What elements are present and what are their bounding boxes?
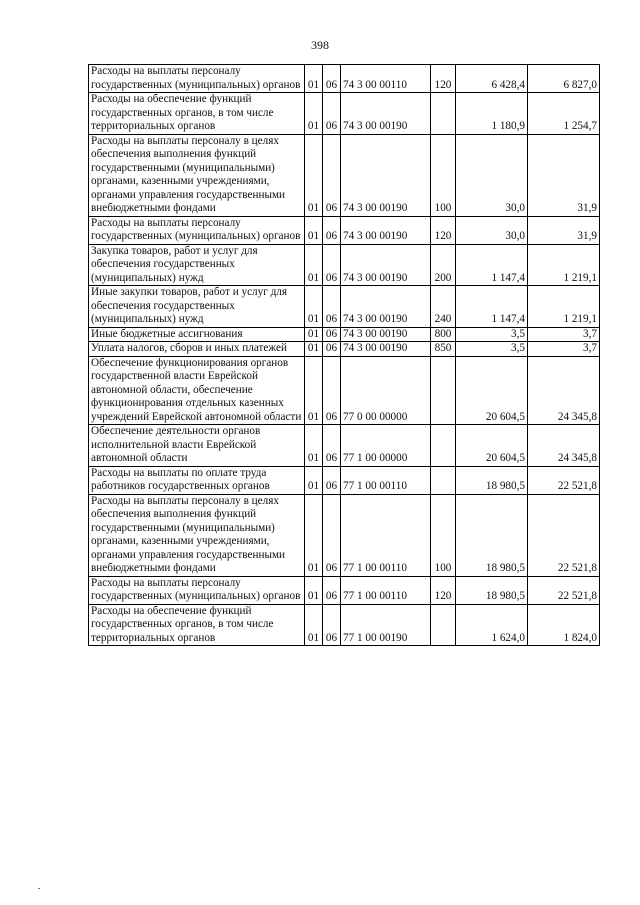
table-row	[89, 356, 600, 425]
row-description: Иные бюджетные ассигнования	[89, 327, 305, 342]
amount-year-2: 1 254,7	[528, 93, 600, 135]
table-row	[89, 216, 600, 244]
section-code: 06	[323, 134, 341, 216]
row-description: Обеспечение функционирования органов государственной власти Еврейской автономной области, обеспечение функционирования отдельных казенных учреждений Еврейской автономной области	[89, 356, 305, 425]
ministry-code: 01	[305, 244, 323, 286]
row-description: Расходы на выплаты персоналу в целях обеспечения выполнения функций государственными (муниципальными) органами, казенными учреждениями, органами управления государственными внебюджетными фондами	[89, 494, 305, 576]
amount-year-2: 1 219,1	[528, 244, 600, 286]
section-code: 06	[323, 65, 341, 93]
amount-year-2: 3,7	[528, 342, 600, 357]
section-code: 06	[323, 216, 341, 244]
amount-year-2: 22 521,8	[528, 494, 600, 576]
amount-year-2: 1 219,1	[528, 286, 600, 328]
ministry-code: 01	[305, 286, 323, 328]
table-row	[89, 425, 600, 467]
amount-year-2: 6 827,0	[528, 65, 600, 93]
section-code: 06	[323, 494, 341, 576]
amount-year-1: 30,0	[456, 216, 528, 244]
amount-year-1: 1 624,0	[456, 604, 528, 646]
ministry-code: 01	[305, 604, 323, 646]
ministry-code: 01	[305, 93, 323, 135]
table-row	[89, 286, 600, 328]
program-code: 77 1 00 00110	[341, 576, 431, 604]
amount-year-1: 6 428,4	[456, 65, 528, 93]
amount-year-1: 18 980,5	[456, 576, 528, 604]
expense-type-code	[431, 425, 456, 467]
section-code: 06	[323, 576, 341, 604]
budget-table-body	[89, 65, 600, 646]
amount-year-1: 3,5	[456, 327, 528, 342]
table-row	[89, 342, 600, 357]
table-row	[89, 604, 600, 646]
expense-type-code: 200	[431, 244, 456, 286]
amount-year-1: 20 604,5	[456, 356, 528, 425]
amount-year-1: 18 980,5	[456, 466, 528, 494]
amount-year-2: 3,7	[528, 327, 600, 342]
section-code: 06	[323, 286, 341, 328]
section-code: 06	[323, 604, 341, 646]
expense-type-code: 120	[431, 65, 456, 93]
program-code: 77 1 00 00190	[341, 604, 431, 646]
section-code: 06	[323, 466, 341, 494]
table-row	[89, 93, 600, 135]
row-description: Закупка товаров, работ и услуг для обеспечения государственных (муниципальных) нужд	[89, 244, 305, 286]
expense-type-code	[431, 466, 456, 494]
amount-year-1: 3,5	[456, 342, 528, 357]
section-code: 06	[323, 244, 341, 286]
section-code: 06	[323, 356, 341, 425]
amount-year-2: 31,9	[528, 216, 600, 244]
section-code: 06	[323, 342, 341, 357]
amount-year-1: 20 604,5	[456, 425, 528, 467]
expense-type-code: 850	[431, 342, 456, 357]
amount-year-2: 22 521,8	[528, 576, 600, 604]
table-row	[89, 327, 600, 342]
row-description: Расходы на выплаты персоналу государственных (муниципальных) органов	[89, 216, 305, 244]
table-row	[89, 244, 600, 286]
amount-year-1: 1 147,4	[456, 244, 528, 286]
ministry-code: 01	[305, 466, 323, 494]
scan-artifact	[38, 888, 40, 889]
program-code: 74 3 00 00190	[341, 216, 431, 244]
section-code: 06	[323, 93, 341, 135]
budget-table	[88, 64, 600, 646]
program-code: 77 1 00 00110	[341, 494, 431, 576]
section-code: 06	[323, 327, 341, 342]
amount-year-2: 24 345,8	[528, 356, 600, 425]
program-code: 74 3 00 00190	[341, 93, 431, 135]
program-code: 77 0 00 00000	[341, 356, 431, 425]
expense-type-code: 120	[431, 576, 456, 604]
row-description: Иные закупки товаров, работ и услуг для обеспечения государственных (муниципальных) нужд	[89, 286, 305, 328]
expense-type-code: 120	[431, 216, 456, 244]
expense-type-code: 100	[431, 494, 456, 576]
amount-year-1: 18 980,5	[456, 494, 528, 576]
row-description: Обеспечение деятельности органов исполнительной власти Еврейской автономной области	[89, 425, 305, 467]
amount-year-2: 24 345,8	[528, 425, 600, 467]
ministry-code: 01	[305, 356, 323, 425]
row-description: Расходы на выплаты по оплате труда работников государственных органов	[89, 466, 305, 494]
row-description: Расходы на обеспечение функций государственных органов, в том числе территориальных органов	[89, 93, 305, 135]
program-code: 74 3 00 00190	[341, 244, 431, 286]
ministry-code: 01	[305, 134, 323, 216]
amount-year-1: 1 147,4	[456, 286, 528, 328]
table-row	[89, 576, 600, 604]
table-row	[89, 494, 600, 576]
row-description: Расходы на выплаты персоналу государственных (муниципальных) органов	[89, 65, 305, 93]
program-code: 77 1 00 00110	[341, 466, 431, 494]
program-code: 74 3 00 00190	[341, 134, 431, 216]
row-description: Расходы на выплаты персоналу государственных (муниципальных) органов	[89, 576, 305, 604]
program-code: 77 1 00 00000	[341, 425, 431, 467]
expense-type-code: 800	[431, 327, 456, 342]
expense-type-code	[431, 93, 456, 135]
ministry-code: 01	[305, 494, 323, 576]
section-code: 06	[323, 425, 341, 467]
table-row	[89, 65, 600, 93]
ministry-code: 01	[305, 327, 323, 342]
program-code: 74 3 00 00190	[341, 342, 431, 357]
expense-type-code: 100	[431, 134, 456, 216]
expense-type-code	[431, 356, 456, 425]
amount-year-1: 1 180,9	[456, 93, 528, 135]
row-description: Расходы на обеспечение функций государственных органов, в том числе территориальных органов	[89, 604, 305, 646]
table-row	[89, 466, 600, 494]
page-number: 398	[311, 38, 329, 52]
program-code: 74 3 00 00190	[341, 327, 431, 342]
expense-type-code: 240	[431, 286, 456, 328]
program-code: 74 3 00 00190	[341, 286, 431, 328]
amount-year-2: 31,9	[528, 134, 600, 216]
ministry-code: 01	[305, 65, 323, 93]
ministry-code: 01	[305, 425, 323, 467]
ministry-code: 01	[305, 342, 323, 357]
amount-year-2: 1 824,0	[528, 604, 600, 646]
expense-type-code	[431, 604, 456, 646]
table-row	[89, 134, 600, 216]
amount-year-2: 22 521,8	[528, 466, 600, 494]
ministry-code: 01	[305, 216, 323, 244]
program-code: 74 3 00 00110	[341, 65, 431, 93]
row-description: Расходы на выплаты персоналу в целях обеспечения выполнения функций государственными (муниципальными) органами, казенными учреждениями, органами управления государственными внебюджетными фондами	[89, 134, 305, 216]
row-description: Уплата налогов, сборов и иных платежей	[89, 342, 305, 357]
amount-year-1: 30,0	[456, 134, 528, 216]
ministry-code: 01	[305, 576, 323, 604]
